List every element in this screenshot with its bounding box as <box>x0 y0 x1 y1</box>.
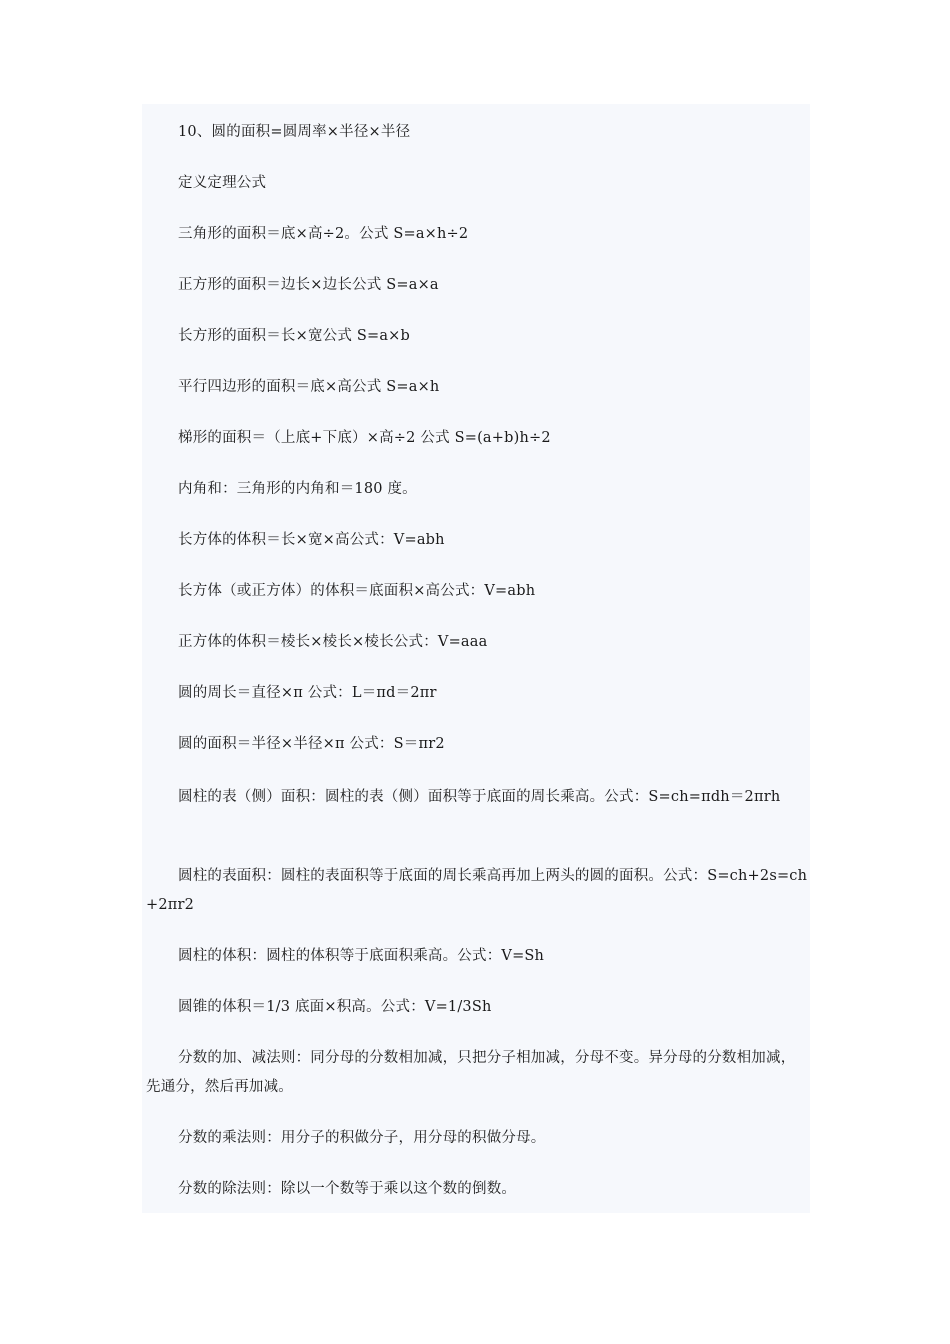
paragraph-cylinder-volume: 圆柱的体积：圆柱的体积等于底面积乘高。公式：V=Sh <box>178 948 545 964</box>
paragraph-parallelogram-area: 平行四边形的面积＝底×高公式 S=a×h <box>178 379 440 395</box>
paragraph-fraction-multiply: 分数的乘法则：用分子的积做分子，用分母的积做分母。 <box>178 1130 546 1146</box>
paragraph-fraction-add-subtract: 分数的加、减法则：同分母的分数相加减，只把分子相加减，分母不变。异分母的分数相加减，先通分，然后再加减。 <box>146 1050 796 1095</box>
paragraph-triangle-angle-sum: 内角和：三角形的内角和＝180 度。 <box>178 481 417 497</box>
paragraph-fraction-divide: 分数的除法则：除以一个数等于乘以这个数的倒数。 <box>178 1181 517 1197</box>
paragraph-circle-area: 圆的面积＝半径×半径×π 公式：S＝πr2 <box>178 736 445 752</box>
paragraph-trapezoid-area: 梯形的面积＝（上底+下底）×高÷2 公式 S=(a+b)h÷2 <box>178 430 551 446</box>
paragraph-cuboid-cube-volume: 长方体（或正方体）的体积＝底面积×高公式：V=abh <box>178 583 536 599</box>
paragraph-triangle-area: 三角形的面积＝底×高÷2。公式 S=a×h÷2 <box>178 226 469 242</box>
paragraph-cone-volume: 圆锥的体积＝1/3 底面×积高。公式：V=1/3Sh <box>178 999 492 1015</box>
paragraph-cylinder-surface-area: 圆柱的表面积：圆柱的表面积等于底面的周长乘高再加上两头的圆的面积。公式：S=ch+2s=ch+2πr2 <box>146 868 808 913</box>
paragraph-cuboid-volume: 长方体的体积＝长×宽×高公式：V=abh <box>178 532 445 548</box>
paragraph-section-heading: 定义定理公式 <box>178 175 267 191</box>
document-panel <box>142 104 810 1213</box>
paragraph-cylinder-lateral-area: 圆柱的表（侧）面积：圆柱的表（侧）面积等于底面的周长乘高。公式：S=ch=πdh＝2πrh <box>178 789 781 805</box>
paragraph-cube-volume: 正方体的体积＝棱长×棱长×棱长公式：V=aaa <box>178 634 488 650</box>
paragraph-rectangle-area: 长方形的面积＝长×宽公式 S=a×b <box>178 328 411 344</box>
paragraph-circle-area-intro: 10、圆的面积=圆周率×半径×半径 <box>178 124 411 140</box>
paragraph-circle-circumference: 圆的周长＝直径×π 公式：L＝πd＝2πr <box>178 685 437 701</box>
paragraph-square-area: 正方形的面积＝边长×边长公式 S=a×a <box>178 277 439 293</box>
